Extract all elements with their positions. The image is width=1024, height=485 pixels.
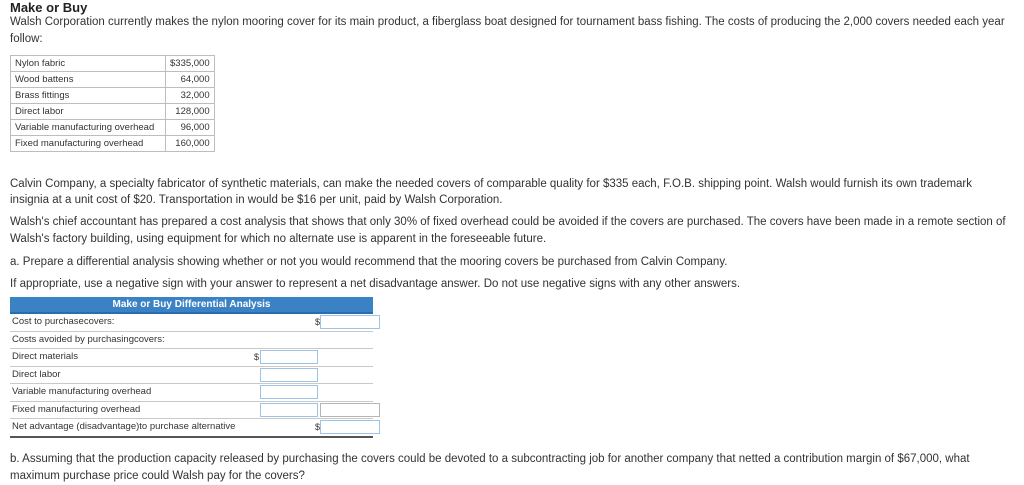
row-label: Fixed manufacturing overhead <box>12 403 141 415</box>
direct-materials-input[interactable] <box>260 350 318 364</box>
row-label: Direct labor <box>12 368 61 380</box>
analysis-row-fixed-overhead <box>10 402 373 420</box>
variable-overhead-input[interactable] <box>260 385 318 399</box>
accountant-paragraph-line-2: Walsh's factory building, using equipment for which no alternate use is apparent in the foreseeable future. <box>10 233 547 245</box>
analysis-row-variable-overhead <box>10 384 373 402</box>
analysis-row-direct-materials <box>10 349 373 367</box>
page-title: Make or Buy <box>10 0 88 15</box>
row-label: Net advantage (disadvantage)to purchase alternative <box>12 421 236 432</box>
dollar-sign: $ <box>315 422 321 432</box>
analysis-row-net-advantage <box>10 419 373 438</box>
cost-value: 160,000 <box>166 136 215 152</box>
cost-value: 64,000 <box>166 72 215 88</box>
table-row <box>11 88 215 104</box>
table-row <box>11 56 215 72</box>
calvin-paragraph-line-1: Calvin Company, a specialty fabricator of synthetic materials, can make the needed covers of comparable quality for $335 each, F.O.B. shipping point. Walsh would furnish its own trademark <box>10 178 973 190</box>
analysis-row-direct-labor <box>10 367 373 385</box>
analysis-row-cost-to-purchase <box>10 314 373 332</box>
calvin-paragraph-line-2: insignia at a unit cost of $20. Transportation in would be $16 per unit, paid by Walsh Corporation. <box>10 194 503 206</box>
intro-paragraph: Walsh Corporation currently makes the nylon mooring cover for its main product, a fiberglass boat designed for tournament bass fishing. The costs of producing the 2,000 covers needed each year follow: <box>10 16 1005 45</box>
net-advantage-input[interactable] <box>320 420 380 434</box>
accountant-paragraph-line-1: Walsh's chief accountant has prepared a cost analysis that shows that only 30% of fixed overhead could be avoided if the covers are purchased. The covers have been made in a remote section of <box>10 216 1006 228</box>
cost-value: 32,000 <box>166 88 215 104</box>
table-row <box>11 136 215 152</box>
cost-label: Nylon fabric <box>11 56 166 72</box>
table-row <box>11 72 215 88</box>
row-label: Costs avoided by purchasingcovers: <box>12 333 165 345</box>
total-avoided-input[interactable] <box>320 403 380 417</box>
analysis-row-costs-avoided <box>10 332 373 350</box>
cost-label: Fixed manufacturing overhead <box>11 136 166 152</box>
cost-label: Wood battens <box>11 72 166 88</box>
cost-label: Brass fittings <box>11 88 166 104</box>
analysis-header: Make or Buy Differential Analysis <box>10 297 373 314</box>
dollar-sign: $ <box>254 352 260 362</box>
question-b: b. Assuming that the production capacity released by purchasing the covers could be devoted to a subcontracting job for another company that netted a contribution margin of $67,000, what maximum purchase price could Walsh pay for the covers? <box>10 453 970 482</box>
row-label: Direct materials <box>12 351 78 362</box>
table-row <box>11 104 215 120</box>
cost-value: 96,000 <box>166 120 215 136</box>
fixed-overhead-input[interactable] <box>260 403 318 417</box>
table-row <box>11 120 215 136</box>
cost-label: Direct labor <box>11 104 166 120</box>
differential-analysis-table <box>10 297 373 438</box>
row-label: Variable manufacturing overhead <box>12 386 152 397</box>
production-cost-table <box>10 55 215 152</box>
cost-value: $335,000 <box>166 56 215 72</box>
cost-to-purchase-input[interactable] <box>320 315 380 329</box>
row-label: Cost to purchasecovers: <box>12 316 115 327</box>
direct-labor-input[interactable] <box>260 368 318 382</box>
cost-label: Variable manufacturing overhead <box>11 120 166 136</box>
cost-value: 128,000 <box>166 104 215 120</box>
question-a: a. Prepare a differential analysis showing whether or not you would recommend that the mooring covers be purchased from Calvin Company. <box>10 256 728 268</box>
instruction-text: If appropriate, use a negative sign with your answer to represent a net disadvantage answer. Do not use negative signs with any other answers. <box>10 278 741 290</box>
dollar-sign: $ <box>315 317 321 327</box>
